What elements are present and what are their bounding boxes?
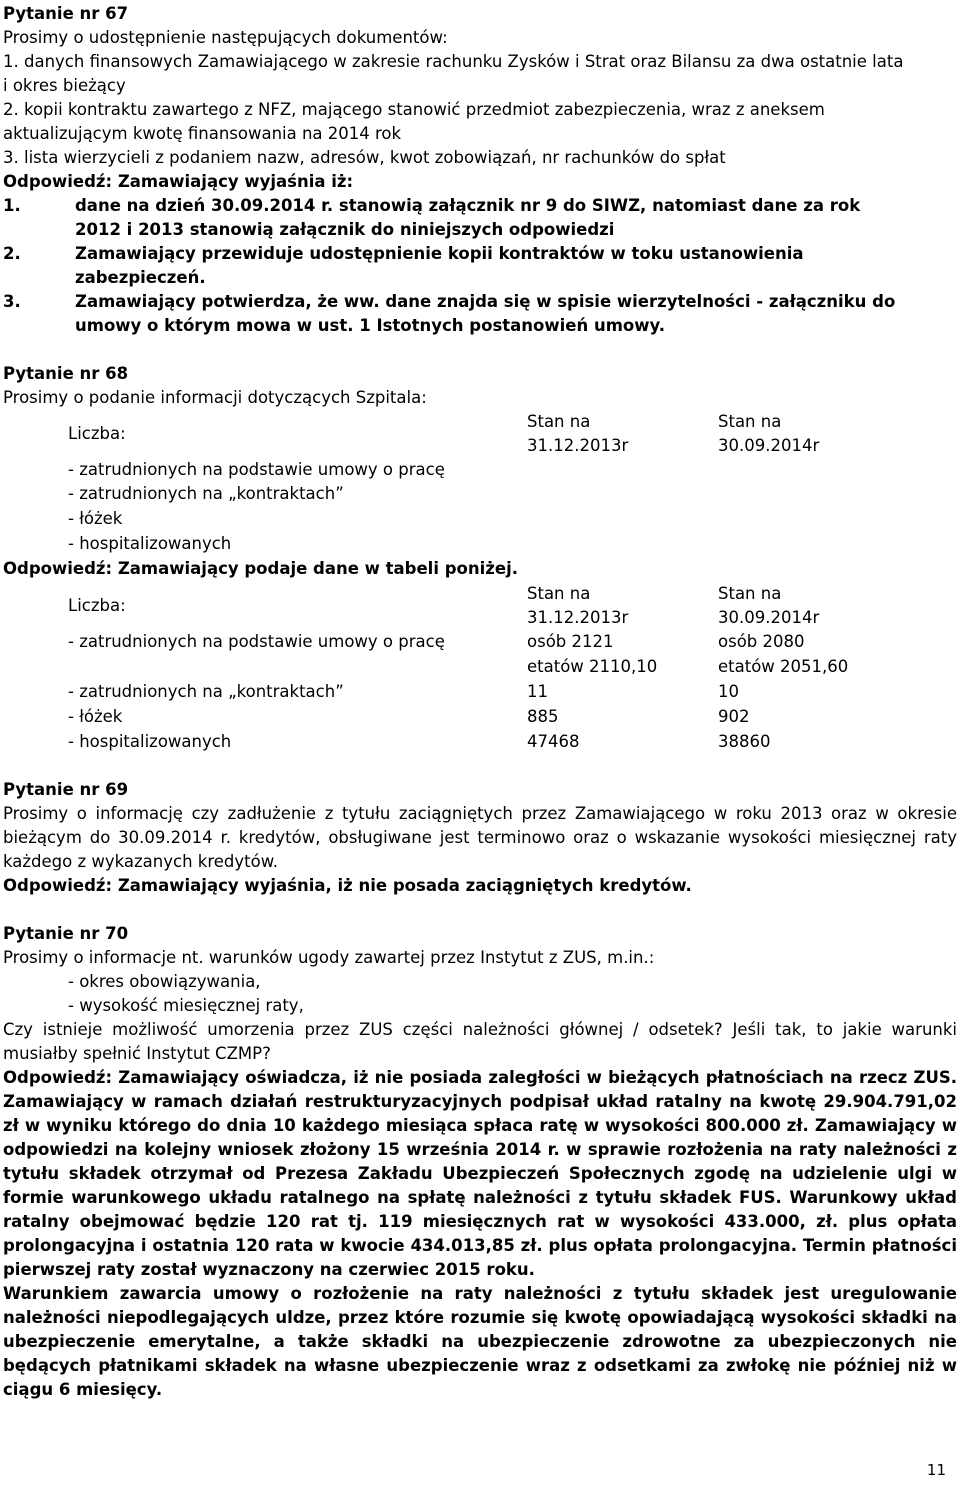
- q70-item2: - wysokość miesięcznej raty,: [68, 996, 304, 1015]
- q67-item1a: 1. danych finansowych Zamawiającego w zakresie rachunku Zysków i Strat oraz Bilansu za dwa ostatnie lata: [3, 52, 904, 71]
- q67-a2-num: 2.: [3, 244, 21, 263]
- q70-answer1: Odpowiedź: Zamawiający oświadcza, iż nie posiada zaległości w bieżących płatnościach na rzecz ZUS. Zamawiający w ramach działań restrukturyzacyjnych podpisał układ ratalny na kwotę 29.904.791,02 zł w wyniku którego do dnia 10 każdego miesiąca spłaca ratę w wysokości 800.000 zł. Zamawiający w odpowiedzi na kolejny wniosek złożony 15 września 2014 r. w sprawie rozłożenia na raty należności z tytułu składek otrzymał od Prezesa Zakładu Ubezpieczeń Społecznych zgodę na udzielenie ulgi w formie warunkowego układu ratalnego na spłatę należności z tytułu składek FUS. Warunkowy układ ratalny obejmować będzie 120 rat tj. 119 miesięcznych rat w wysokości 433.000, zł. plus opłata prolongacyjna i ostatnia 120 rata w kwocie 434.013,85 zł. plus opłata prolongacyjna. Termin płatności pierwszej raty został wyznaczony na czerwiec 2015 roku.: [3, 1068, 957, 1279]
- q67-answer-label: Odpowiedź: Zamawiający wyjaśnia iż:: [3, 172, 354, 191]
- q-table-row: - hospitalizowanych: [68, 534, 232, 553]
- q68-intro: Prosimy o podanie informacji dotyczących Szpitala:: [3, 388, 427, 407]
- q69-text: [3, 802, 957, 874]
- q67-a1-line1: dane na dzień 30.09.2014 r. stanowią załącznik nr 9 do SIWZ, natomiast dane za rok: [75, 196, 861, 215]
- q70-intro: Prosimy o informacje nt. warunków ugody zawartej przez Instytut z ZUS, m.in.:: [3, 948, 655, 967]
- q68-heading: Pytanie nr 68: [3, 364, 129, 383]
- a-table-r3-c2: 902: [718, 707, 750, 726]
- a-table-r1-c2a: osób 2080: [718, 632, 805, 651]
- a-table-r2-c1: 11: [527, 682, 548, 701]
- q-table-col1-a: Stan na: [527, 412, 591, 431]
- q70-item1: - okres obowiązywania,: [68, 972, 261, 991]
- q-table-col2-a: Stan na: [718, 412, 782, 431]
- q67-a2-line2: zabezpieczeń.: [75, 268, 206, 287]
- q-table-col1-b: 31.12.2013r: [527, 436, 629, 455]
- q67-a1-line2: 2012 i 2013 stanowią załącznik do niniejszych odpowiedzi: [75, 220, 615, 239]
- a-table-r1-c1b: etatów 2110,10: [527, 657, 658, 676]
- q69-question: Prosimy o informację czy zadłużenie z tytułu zaciągniętych przez Zamawiającego w roku 2013 oraz w okresie bieżącym do 30.09.2014 r. kredytów, obsługiwane jest terminowo oraz o wskazanie wysokości miesięcznej raty każdego z wykazanych kredytów.: [3, 804, 957, 871]
- q67-a3-line1: Zamawiający potwierdza, że ww. dane znajda się w spisie wierzytelności - załączniku do: [75, 292, 896, 311]
- q67-item3: 3. lista wierzycieli z podaniem nazw, adresów, kwot zobowiązań, nr rachunków do spłat: [3, 148, 726, 167]
- a-table-r3-label: - łóżek: [68, 707, 123, 726]
- q69-answer: Odpowiedź: Zamawiający wyjaśnia, iż nie posada zaciągniętych kredytów.: [3, 876, 692, 895]
- a-table-r1-c2b: etatów 2051,60: [718, 657, 849, 676]
- q-table-row: - łóżek: [68, 509, 123, 528]
- q-table-row: - zatrudnionych na „kontraktach”: [68, 484, 344, 503]
- a-table-label: Liczba:: [68, 596, 126, 615]
- q67-item2a: 2. kopii kontraktu zawartego z NFZ, mającego stanowić przedmiot zabezpieczenia, wraz z aneksem: [3, 100, 825, 119]
- q69-heading: Pytanie nr 69: [3, 780, 129, 799]
- q67-item1b: i okres bieżący: [3, 76, 126, 95]
- q67-intro: Prosimy o udostępnienie następujących dokumentów:: [3, 28, 448, 47]
- a-table-col2-a: Stan na: [718, 584, 782, 603]
- q67-item2b: aktualizującym kwotę finansowania na 2014 rok: [3, 124, 402, 143]
- q70-question: Czy istnieje możliwość umorzenia przez ZUS części należności głównej / odsetek? Jeśli tak, to jakie warunki musiałby spełnić Instytut CZMP?: [3, 1020, 957, 1063]
- q67-a1-num: 1.: [3, 196, 21, 215]
- q68-answer-label: Odpowiedź: Zamawiający podaje dane w tabeli poniżej.: [3, 559, 519, 578]
- q70-heading: Pytanie nr 70: [3, 924, 129, 943]
- q-table-col2-b: 30.09.2014r: [718, 436, 820, 455]
- a-table-r4-c1: 47468: [527, 732, 580, 751]
- a-table-r4-c2: 38860: [718, 732, 771, 751]
- a-table-col2-b: 30.09.2014r: [718, 608, 820, 627]
- q70-answer-block: [3, 1066, 957, 1402]
- q-table-label: Liczba:: [68, 424, 126, 443]
- page-number: 11: [926, 1461, 946, 1479]
- a-table-col1-b: 31.12.2013r: [527, 608, 629, 627]
- a-table-r1-c1a: osób 2121: [527, 632, 614, 651]
- a-table-col1-a: Stan na: [527, 584, 591, 603]
- q67-a2-line1: Zamawiający przewiduje udostępnienie kopii kontraktów w toku ustanowienia: [75, 244, 804, 263]
- q67-a3-num: 3.: [3, 292, 21, 311]
- a-table-r2-c2: 10: [718, 682, 739, 701]
- a-table-r1-label: - zatrudnionych na podstawie umowy o pracę: [68, 632, 445, 651]
- q-table-row: - zatrudnionych na podstawie umowy o pracę: [68, 460, 445, 479]
- a-table-r2-label: - zatrudnionych na „kontraktach”: [68, 682, 344, 701]
- a-table-r3-c1: 885: [527, 707, 559, 726]
- q67-a3-line2: umowy o którym mowa w ust. 1 Istotnych postanowień umowy.: [75, 316, 665, 335]
- q70-question-block: [3, 1018, 957, 1066]
- q70-answer2: Warunkiem zawarcia umowy o rozłożenie na raty należności z tytułu składek jest uregulowanie należności niepodlegających uldze, przez które rozumie się kwotę opowiadającą wysokości składki na ubezpieczenie emerytalne, a także składki na ubezpieczenie zdrowotne za ubezpieczonych nie będących płatnikami składek na własne ubezpieczenie wraz z odsetkami za zwłokę nie później niż w ciągu 6 miesięcy.: [3, 1284, 957, 1399]
- a-table-r4-label: - hospitalizowanych: [68, 732, 232, 751]
- q67-heading: Pytanie nr 67: [3, 4, 129, 23]
